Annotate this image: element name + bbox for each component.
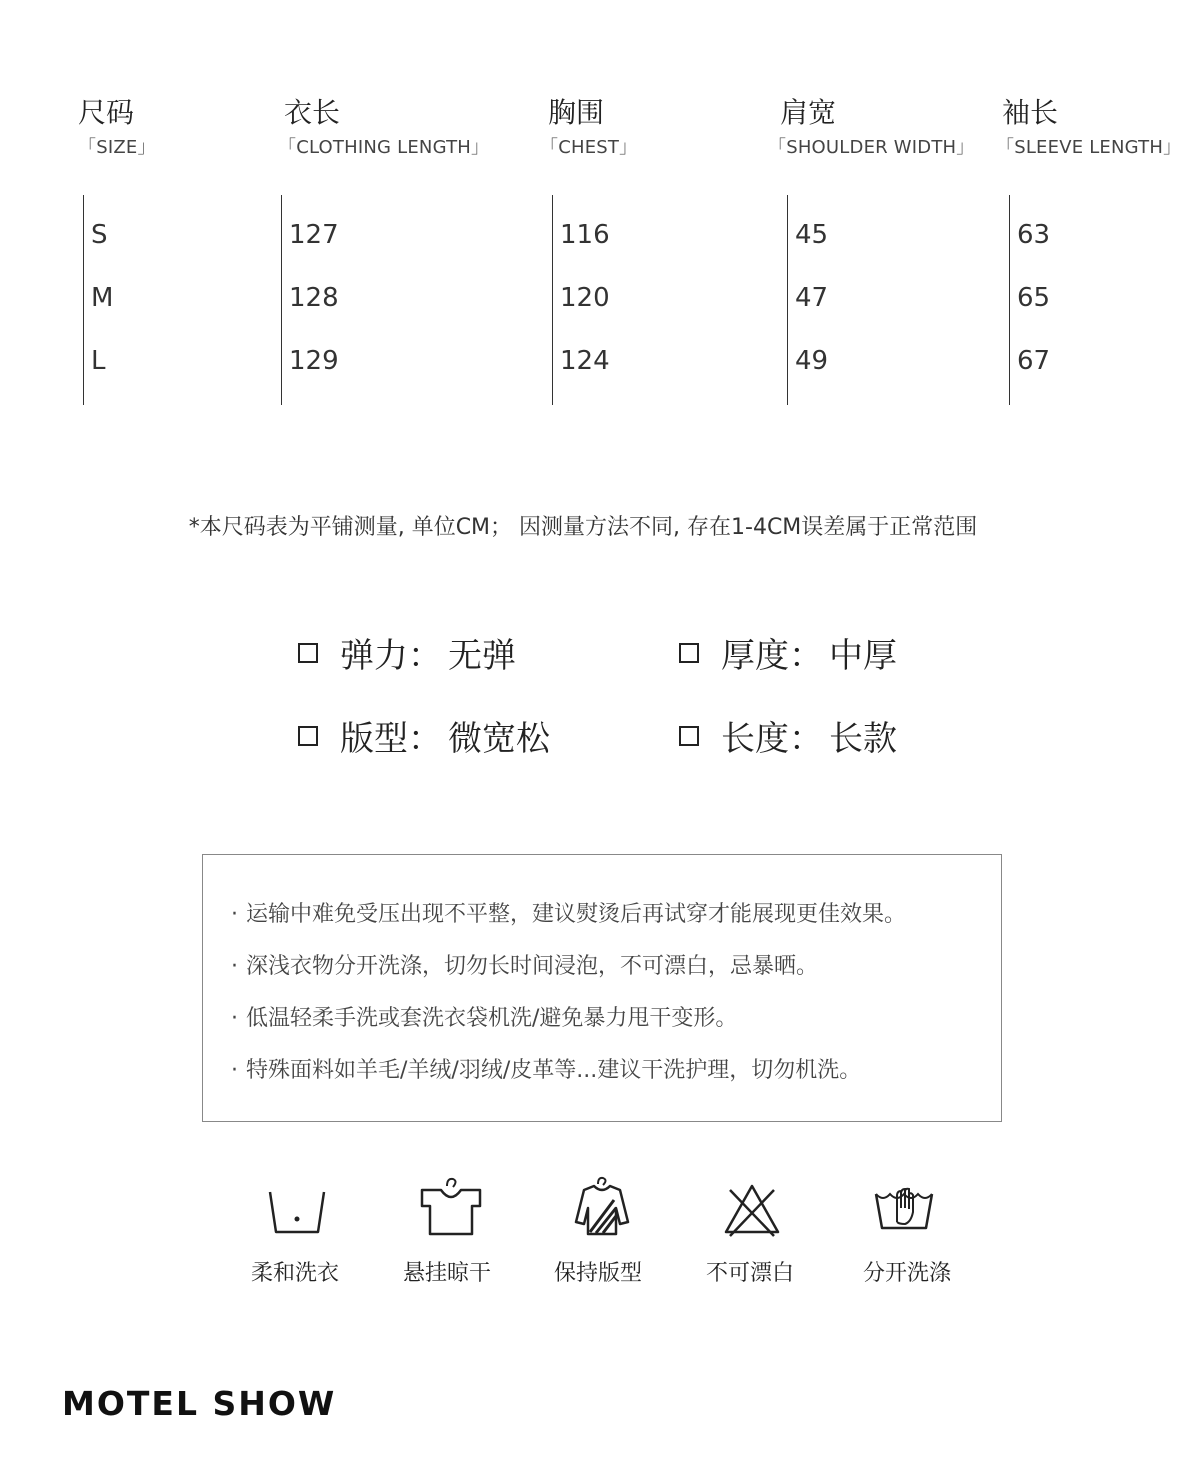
- cell-chest-m: 120: [560, 283, 610, 313]
- measurement-note: *本尺码表为平铺测量, 单位CM； 因测量方法不同, 存在1-4CM误差属于正常范围: [188, 515, 978, 540]
- no-bleach-icon: [724, 1176, 780, 1238]
- header-sleeve-length-en: 「SLEEVE LENGTH」: [996, 137, 1182, 158]
- header-size: [78, 96, 156, 160]
- attribute-elasticity-value: 无弹: [448, 636, 516, 676]
- bullet-dot: ·: [231, 902, 238, 927]
- attribute-elasticity-label: 弹力：: [340, 636, 442, 676]
- cell-shoulder-m: 47: [795, 283, 829, 313]
- cell-size-s: S: [91, 220, 108, 250]
- care-notes-box: [202, 854, 1002, 1122]
- bullet-dot: ·: [231, 954, 238, 979]
- no-bleach-label: 不可漂白: [705, 1261, 794, 1286]
- cell-shoulder-s: 45: [795, 220, 829, 250]
- header-clothing-length-en: 「CLOTHING LENGTH」: [278, 137, 490, 158]
- hang-dry-label: 悬挂晾干: [402, 1261, 491, 1286]
- bullet-dot: ·: [231, 1058, 238, 1083]
- header-sleeve-length: [996, 96, 1181, 160]
- care-note-text: 运输中难免受压出现不平整，建议熨烫后再试穿才能展现更佳效果。: [246, 902, 907, 927]
- wash-separately-label: 分开洗涤: [862, 1261, 951, 1286]
- cell-size-l: L: [91, 346, 106, 376]
- column-chest: [552, 195, 610, 405]
- header-chest-en: 「CHEST」: [540, 137, 638, 158]
- attribute-fit-value: 微宽松: [448, 719, 550, 759]
- header-sleeve-length-cn: 袖长: [1002, 96, 1059, 129]
- attribute-fit: [298, 711, 550, 760]
- attribute-thickness-label: 厚度：: [721, 636, 823, 676]
- gentle-wash-icon: [266, 1176, 328, 1238]
- care-note: [231, 949, 818, 980]
- care-note: [231, 1001, 737, 1032]
- header-shoulder-width-en: 「SHOULDER WIDTH」: [768, 137, 975, 158]
- checkbox-square-icon: [298, 643, 318, 663]
- column-size: [83, 195, 114, 405]
- column-sleeve-length: [1009, 195, 1051, 405]
- keep-shape-icon: [572, 1176, 632, 1238]
- cell-shoulder-l: 49: [795, 346, 829, 376]
- care-note-text: 深浅衣物分开洗涤，切勿长时间浸泡，不可漂白，忌暴晒。: [246, 954, 819, 979]
- attribute-length-label: 长度：: [721, 719, 823, 759]
- header-size-en: 「SIZE」: [78, 137, 156, 158]
- cell-sleeve-m: 65: [1017, 283, 1051, 313]
- column-clothing-length: [281, 195, 339, 405]
- cell-length-m: 128: [289, 283, 339, 313]
- hang-dry-icon: [420, 1176, 482, 1238]
- care-note-text: 低温轻柔手洗或套洗衣袋机洗/避免暴力甩干变形。: [246, 1006, 738, 1031]
- checkbox-square-icon: [679, 726, 699, 746]
- attribute-length-value: 长款: [829, 719, 897, 759]
- column-shoulder-width: [787, 195, 829, 405]
- care-note: [231, 897, 906, 928]
- bullet-dot: ·: [231, 1006, 238, 1031]
- cell-sleeve-l: 67: [1017, 346, 1051, 376]
- wash-separately-icon: [873, 1176, 935, 1238]
- attribute-fit-label: 版型：: [340, 719, 442, 759]
- checkbox-square-icon: [679, 643, 699, 663]
- header-shoulder-width-cn: 肩宽: [780, 96, 837, 129]
- care-note: [231, 1053, 861, 1084]
- cell-size-m: M: [91, 283, 114, 313]
- cell-chest-s: 116: [560, 220, 610, 250]
- checkbox-square-icon: [298, 726, 318, 746]
- header-clothing-length-cn: 衣长: [284, 96, 341, 129]
- header-size-cn: 尺码: [78, 96, 135, 129]
- care-note-text: 特殊面料如羊毛/羊绒/羽绒/皮革等...建议干洗护理，切勿机洗。: [246, 1058, 862, 1083]
- attribute-thickness-value: 中厚: [829, 636, 897, 676]
- header-clothing-length: [278, 96, 489, 160]
- cell-sleeve-s: 63: [1017, 220, 1051, 250]
- attribute-length: [679, 711, 897, 760]
- brand-logo-text: MOTEL SHOW: [62, 1384, 337, 1423]
- cell-chest-l: 124: [560, 346, 610, 376]
- header-shoulder-width: [768, 96, 975, 160]
- gentle-wash-label: 柔和洗衣: [250, 1261, 339, 1286]
- cell-length-s: 127: [289, 220, 339, 250]
- cell-length-l: 129: [289, 346, 339, 376]
- attribute-elasticity: [298, 628, 516, 677]
- keep-shape-label: 保持版型: [553, 1261, 642, 1286]
- header-chest-cn: 胸围: [548, 96, 605, 129]
- attribute-thickness: [679, 628, 897, 677]
- header-chest: [540, 96, 637, 160]
